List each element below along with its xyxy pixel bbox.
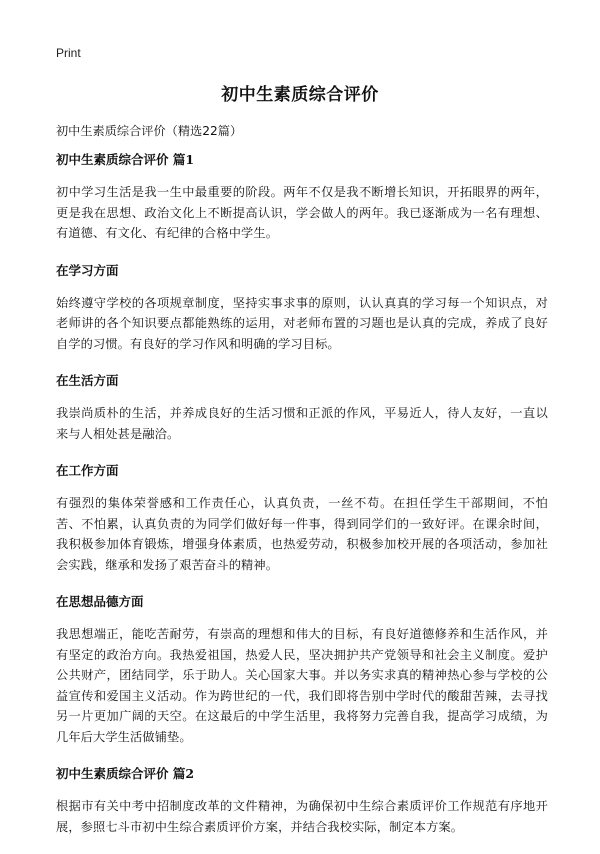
section-heading: 在生活方面 [56, 373, 119, 388]
document-subtitle: 初中生素质综合评价（精选22篇） [56, 124, 243, 138]
section-heading: 在学习方面 [56, 262, 119, 278]
print-link[interactable]: Print [56, 46, 81, 60]
section-life [56, 371, 548, 444]
section-part-2 [56, 764, 548, 837]
section-heading: 初中生素质综合评价 篇1 [56, 152, 195, 167]
section-study [56, 261, 548, 355]
section-paragraph: 始终遵守学校的各项规章制度，坚持实事求事的原则，认认真真的学习每一个知识点，对老师讲的各个知识要点都能熟练的运用，对老师布置的习题也是认真的完成，养成了良好自学的习惯。有良好的学习作风和明确的学习目标。 [56, 295, 548, 351]
section-heading: 在工作方面 [56, 463, 119, 478]
section-paragraph: 我思想端正，能吃苦耐劳，有崇高的理想和伟大的目标，有良好道德修养和生活作风，并有坚定的政治方向。我热爱祖国，热爱人民，坚决拥护共产党领导和社会主义制度。爱护公共财产，团结同学，乐于助人。关心国家大事。并以务实求真的精神热心参与学校的公益宣传和爱国主义活动。作为跨世纪的一代，我们即将告别中学时代的酸甜苦辣，去寻找另一片更加广阔的天空。在这最后的中学生活里，我将努力完善自我，提高学习成绩，为几年后大学生活做铺垫。 [56, 627, 548, 744]
section-work [56, 461, 548, 575]
section-part-1 [56, 150, 548, 244]
section-paragraph: 初中学习生活是我一生中最重要的阶段。两年不仅是我不断增长知识，开拓眼界的两年，更是我在思想、政治文化上不断提高认识，学会做人的两年。我已逐渐成为一名有理想、有道德、有文化、有纪律的合格中学生。 [56, 185, 548, 240]
section-paragraph: 有强烈的集体荣誉感和工作责任心，认真负责，一丝不苟。在担任学生干部期间，不怕苦、不怕累，认真负责的为同学们做好每一件事，得到同学们的一致好评。在课余时间，我积极参加体育锻炼，增强身体素质，也热爱劳动，积极参加校开展的各项活动，参加社会实践，继承和发扬了艰苦奋斗的精神。 [56, 496, 548, 572]
section-paragraph: 我崇尚质朴的生活，并养成良好的生活习惯和正派的作风，平易近人，待人友好，一直以来与人相处甚是融洽。 [56, 406, 548, 441]
section-heading: 初中生素质综合评价 篇2 [56, 766, 195, 781]
section-paragraph: 根据市有关中考中招制度改革的文件精神，为确保初中生综合素质评价工作规范有序地开展，参照七斗市初中生综合素质评价方案，并结合我校实际，制定本方案。 [56, 799, 548, 834]
document-body [56, 150, 548, 854]
section-morality [56, 592, 548, 747]
document-title: 初中生素质综合评价 [221, 85, 379, 105]
section-heading: 在思想品德方面 [56, 594, 144, 609]
